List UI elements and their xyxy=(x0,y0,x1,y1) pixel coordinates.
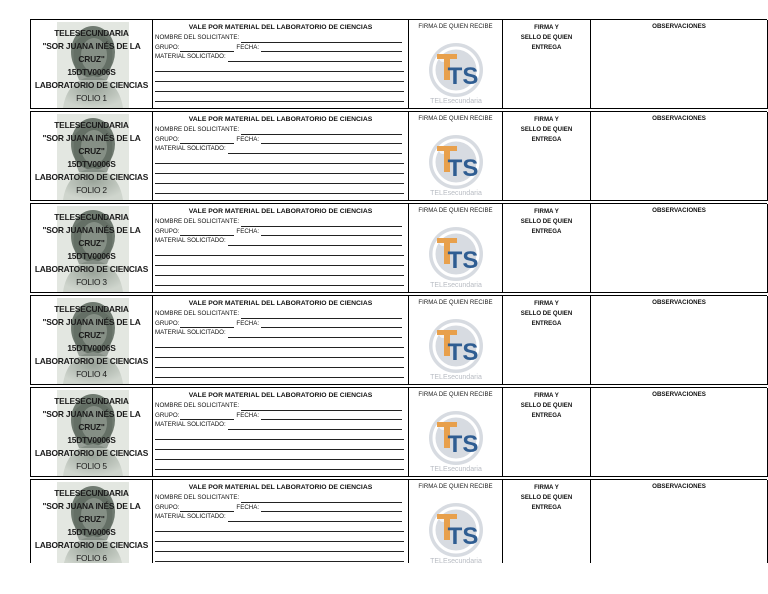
telesecundaria-logo-icon xyxy=(423,408,489,474)
date-field[interactable] xyxy=(261,320,402,328)
date-label: FECHA: xyxy=(236,503,260,511)
deliver-line: SELLO DE QUIEN xyxy=(520,402,573,409)
deliver-line: ENTREGA xyxy=(531,136,562,143)
request-form xyxy=(153,112,409,201)
school-code: 15DTV0006S xyxy=(67,343,116,353)
date-field[interactable] xyxy=(261,504,402,512)
date-field[interactable] xyxy=(261,44,402,52)
material-line[interactable] xyxy=(155,276,404,286)
requester-field[interactable] xyxy=(241,495,402,503)
deliver-line: ENTREGA xyxy=(531,504,562,511)
deliverer-signature[interactable] xyxy=(503,480,591,563)
deliver-line: ENTREGA xyxy=(531,228,562,235)
group-field[interactable] xyxy=(180,320,234,328)
material-label: MATERIAL SOLICITADO: xyxy=(155,237,226,245)
date-label: FECHA: xyxy=(236,43,260,51)
telesecundaria-logo-icon xyxy=(423,500,489,563)
folio-number: FOLIO 3 xyxy=(76,277,107,287)
material-field[interactable] xyxy=(228,422,402,430)
group-date-row xyxy=(155,227,406,236)
material-line[interactable] xyxy=(155,440,404,450)
requester-label: NOMBRE DEL SOLICITANTE: xyxy=(155,494,240,502)
logo-caption: TELEsecundaria xyxy=(430,282,482,289)
folio-number: FOLIO 5 xyxy=(76,461,107,471)
deliver-line: SELLO DE QUIEN xyxy=(520,218,573,225)
school-name: TELESECUNDARIA xyxy=(54,212,129,222)
observations[interactable] xyxy=(591,480,768,563)
voucher xyxy=(30,203,767,293)
material-line[interactable] xyxy=(155,256,404,266)
deliver-line: FIRMA Y xyxy=(534,392,559,399)
requester-row xyxy=(155,33,406,42)
material-line[interactable] xyxy=(155,348,404,358)
material-label: MATERIAL SOLICITADO: xyxy=(155,53,226,61)
folio-number: FOLIO 2 xyxy=(76,185,107,195)
receiver-signature-label: FIRMA DE QUIEN RECIBE xyxy=(418,299,493,306)
material-row xyxy=(155,144,406,153)
material-field[interactable] xyxy=(228,238,402,246)
school-text xyxy=(31,303,152,381)
logo-caption: TELEsecundaria xyxy=(430,190,482,197)
request-form xyxy=(153,20,409,109)
group-date-row xyxy=(155,43,406,52)
school-patron: "SOR JUANA INÉS DE LA CRUZ" xyxy=(42,501,141,524)
material-field[interactable] xyxy=(228,54,402,62)
school-text xyxy=(31,119,152,197)
group-label: GRUPO: xyxy=(155,411,180,419)
school-text xyxy=(31,27,152,105)
deliverer-signature[interactable] xyxy=(503,20,591,109)
form-title: VALE POR MATERIAL DEL LABORATORIO DE CIENCIAS xyxy=(188,484,373,491)
deliver-line: ENTREGA xyxy=(531,320,562,327)
receiver-signature[interactable] xyxy=(409,388,503,477)
voucher xyxy=(30,295,767,385)
material-row xyxy=(155,52,406,61)
school-header xyxy=(31,20,153,109)
material-row xyxy=(155,328,406,337)
group-field[interactable] xyxy=(180,228,234,236)
group-date-row xyxy=(155,503,406,512)
material-field[interactable] xyxy=(228,330,402,338)
school-header xyxy=(31,388,153,477)
form-title: VALE POR MATERIAL DEL LABORATORIO DE CIENCIAS xyxy=(188,300,373,307)
deliver-line: FIRMA Y xyxy=(534,24,559,31)
date-field[interactable] xyxy=(261,228,402,236)
deliver-line: FIRMA Y xyxy=(534,116,559,123)
form-title: VALE POR MATERIAL DEL LABORATORIO DE CIENCIAS xyxy=(188,24,373,31)
school-text xyxy=(31,487,152,563)
deliver-line: SELLO DE QUIEN xyxy=(520,494,573,501)
observations-label: OBSERVACIONES xyxy=(652,391,706,398)
school-lab: LABORATORIO DE CIENCIAS xyxy=(34,264,149,274)
school-lab: LABORATORIO DE CIENCIAS xyxy=(34,356,149,366)
voucher xyxy=(30,111,767,201)
deliverer-signature[interactable] xyxy=(503,388,591,477)
receiver-signature[interactable] xyxy=(409,480,503,563)
material-row xyxy=(155,236,406,245)
material-line[interactable] xyxy=(155,92,404,102)
logo-caption: TELEsecundaria xyxy=(430,466,482,473)
requester-field[interactable] xyxy=(241,35,402,43)
logo-letters: TS xyxy=(447,63,479,90)
receiver-signature[interactable] xyxy=(409,112,503,201)
school-code: 15DTV0006S xyxy=(67,67,116,77)
material-line[interactable] xyxy=(155,338,404,348)
telesecundaria-logo-icon xyxy=(423,224,489,290)
school-name: TELESECUNDARIA xyxy=(54,488,129,498)
requester-label: NOMBRE DEL SOLICITANTE: xyxy=(155,310,240,318)
group-field[interactable] xyxy=(180,44,234,52)
requester-row xyxy=(155,309,406,318)
material-line[interactable] xyxy=(155,542,404,552)
receiver-signature[interactable] xyxy=(409,296,503,385)
material-line[interactable] xyxy=(155,82,404,92)
requester-field[interactable] xyxy=(241,219,402,227)
school-text xyxy=(31,395,152,473)
school-lab: LABORATORIO DE CIENCIAS xyxy=(34,172,149,182)
folio-number: FOLIO 4 xyxy=(76,369,107,379)
group-label: GRUPO: xyxy=(155,227,180,235)
group-field[interactable] xyxy=(180,504,234,512)
group-date-row xyxy=(155,135,406,144)
deliver-line: ENTREGA xyxy=(531,44,562,51)
group-date-row xyxy=(155,411,406,420)
requester-label: NOMBRE DEL SOLICITANTE: xyxy=(155,126,240,134)
requester-label: NOMBRE DEL SOLICITANTE: xyxy=(155,34,240,42)
receiver-signature[interactable] xyxy=(409,20,503,109)
deliver-line: SELLO DE QUIEN xyxy=(520,310,573,317)
logo-letters: TS xyxy=(447,155,479,182)
material-line[interactable] xyxy=(155,174,404,184)
school-patron: "SOR JUANA INÉS DE LA CRUZ" xyxy=(42,133,141,156)
material-line[interactable] xyxy=(155,164,404,174)
logo-letters: TS xyxy=(447,247,479,274)
material-line[interactable] xyxy=(155,246,404,256)
deliver-line: ENTREGA xyxy=(531,412,562,419)
school-header xyxy=(31,296,153,385)
logo-caption: TELEsecundaria xyxy=(430,374,482,381)
school-name: TELESECUNDARIA xyxy=(54,396,129,406)
requester-row xyxy=(155,493,406,502)
voucher xyxy=(30,19,767,109)
material-line[interactable] xyxy=(155,532,404,542)
requester-label: NOMBRE DEL SOLICITANTE: xyxy=(155,402,240,410)
school-name: TELESECUNDARIA xyxy=(54,120,129,130)
material-line[interactable] xyxy=(155,450,404,460)
date-label: FECHA: xyxy=(236,411,260,419)
requester-field[interactable] xyxy=(241,403,402,411)
material-line[interactable] xyxy=(155,552,404,562)
school-name: TELESECUNDARIA xyxy=(54,304,129,314)
receiver-signature-label: FIRMA DE QUIEN RECIBE xyxy=(418,391,493,398)
group-field[interactable] xyxy=(180,136,234,144)
material-line[interactable] xyxy=(155,460,404,470)
voucher xyxy=(30,387,767,477)
observations[interactable] xyxy=(591,112,768,201)
deliver-line: FIRMA Y xyxy=(534,300,559,307)
deliver-line: SELLO DE QUIEN xyxy=(520,126,573,133)
request-form xyxy=(153,204,409,293)
school-header xyxy=(31,204,153,293)
request-form xyxy=(153,388,409,477)
receiver-signature-label: FIRMA DE QUIEN RECIBE xyxy=(418,483,493,490)
telesecundaria-logo-icon xyxy=(423,40,489,106)
group-label: GRUPO: xyxy=(155,319,180,327)
material-label: MATERIAL SOLICITADO: xyxy=(155,145,226,153)
requester-field[interactable] xyxy=(241,127,402,135)
voucher xyxy=(30,479,767,563)
logo-letters: TS xyxy=(447,339,479,366)
receiver-signature[interactable] xyxy=(409,204,503,293)
request-form xyxy=(153,296,409,385)
requester-field[interactable] xyxy=(241,311,402,319)
observations-label: OBSERVACIONES xyxy=(652,115,706,122)
deliverer-signature[interactable] xyxy=(503,204,591,293)
group-label: GRUPO: xyxy=(155,43,180,51)
material-line[interactable] xyxy=(155,430,404,440)
deliverer-signature[interactable] xyxy=(503,296,591,385)
school-code: 15DTV0006S xyxy=(67,159,116,169)
requester-row xyxy=(155,401,406,410)
deliverer-signature[interactable] xyxy=(503,112,591,201)
material-row xyxy=(155,420,406,429)
logo-letters: TS xyxy=(447,431,479,458)
deliver-line: FIRMA Y xyxy=(534,208,559,215)
form-title: VALE POR MATERIAL DEL LABORATORIO DE CIENCIAS xyxy=(188,392,373,399)
material-line[interactable] xyxy=(155,266,404,276)
observations-label: OBSERVACIONES xyxy=(652,483,706,490)
school-code: 15DTV0006S xyxy=(67,435,116,445)
logo-caption: TELEsecundaria xyxy=(430,558,482,565)
material-label: MATERIAL SOLICITADO: xyxy=(155,421,226,429)
form-title: VALE POR MATERIAL DEL LABORATORIO DE CIENCIAS xyxy=(188,116,373,123)
school-name: TELESECUNDARIA xyxy=(54,28,129,38)
group-label: GRUPO: xyxy=(155,135,180,143)
logo-letters: TS xyxy=(447,523,479,550)
observations[interactable] xyxy=(591,296,768,385)
telesecundaria-logo-icon xyxy=(423,316,489,382)
material-label: MATERIAL SOLICITADO: xyxy=(155,513,226,521)
receiver-signature-label: FIRMA DE QUIEN RECIBE xyxy=(418,23,493,30)
material-line[interactable] xyxy=(155,154,404,164)
requester-row xyxy=(155,217,406,226)
requester-row xyxy=(155,125,406,134)
voucher-sheet xyxy=(30,19,767,569)
material-line[interactable] xyxy=(155,184,404,194)
observations[interactable] xyxy=(591,20,768,109)
school-lab: LABORATORIO DE CIENCIAS xyxy=(34,540,149,550)
receiver-signature-label: FIRMA DE QUIEN RECIBE xyxy=(418,207,493,214)
deliver-line: SELLO DE QUIEN xyxy=(520,34,573,41)
material-line[interactable] xyxy=(155,358,404,368)
school-header xyxy=(31,480,153,563)
form-title: VALE POR MATERIAL DEL LABORATORIO DE CIENCIAS xyxy=(188,208,373,215)
material-line[interactable] xyxy=(155,368,404,378)
school-patron: "SOR JUANA INÉS DE LA CRUZ" xyxy=(42,409,141,432)
observations-label: OBSERVACIONES xyxy=(652,207,706,214)
material-line[interactable] xyxy=(155,72,404,82)
deliver-line: FIRMA Y xyxy=(534,484,559,491)
date-label: FECHA: xyxy=(236,135,260,143)
school-lab: LABORATORIO DE CIENCIAS xyxy=(34,448,149,458)
school-text xyxy=(31,211,152,289)
group-date-row xyxy=(155,319,406,328)
folio-number: FOLIO 6 xyxy=(76,553,107,563)
voucher-list xyxy=(30,19,767,563)
request-form xyxy=(153,480,409,563)
school-lab: LABORATORIO DE CIENCIAS xyxy=(34,80,149,90)
observations-label: OBSERVACIONES xyxy=(652,299,706,306)
receiver-signature-label: FIRMA DE QUIEN RECIBE xyxy=(418,115,493,122)
date-field[interactable] xyxy=(261,136,402,144)
date-label: FECHA: xyxy=(236,227,260,235)
observations[interactable] xyxy=(591,388,768,477)
observations[interactable] xyxy=(591,204,768,293)
observations-label: OBSERVACIONES xyxy=(652,23,706,30)
date-field[interactable] xyxy=(261,412,402,420)
school-header xyxy=(31,112,153,201)
material-line[interactable] xyxy=(155,62,404,72)
telesecundaria-logo-icon xyxy=(423,132,489,198)
group-field[interactable] xyxy=(180,412,234,420)
folio-number: FOLIO 1 xyxy=(76,93,107,103)
school-patron: "SOR JUANA INÉS DE LA CRUZ" xyxy=(42,225,141,248)
material-row xyxy=(155,512,406,521)
material-field[interactable] xyxy=(228,146,402,154)
school-patron: "SOR JUANA INÉS DE LA CRUZ" xyxy=(42,41,141,64)
group-label: GRUPO: xyxy=(155,503,180,511)
logo-caption: TELEsecundaria xyxy=(430,98,482,105)
date-label: FECHA: xyxy=(236,319,260,327)
school-code: 15DTV0006S xyxy=(67,251,116,261)
school-patron: "SOR JUANA INÉS DE LA CRUZ" xyxy=(42,317,141,340)
school-code: 15DTV0006S xyxy=(67,527,116,537)
material-label: MATERIAL SOLICITADO: xyxy=(155,329,226,337)
requester-label: NOMBRE DEL SOLICITANTE: xyxy=(155,218,240,226)
material-line[interactable] xyxy=(155,522,404,532)
material-field[interactable] xyxy=(228,514,402,522)
